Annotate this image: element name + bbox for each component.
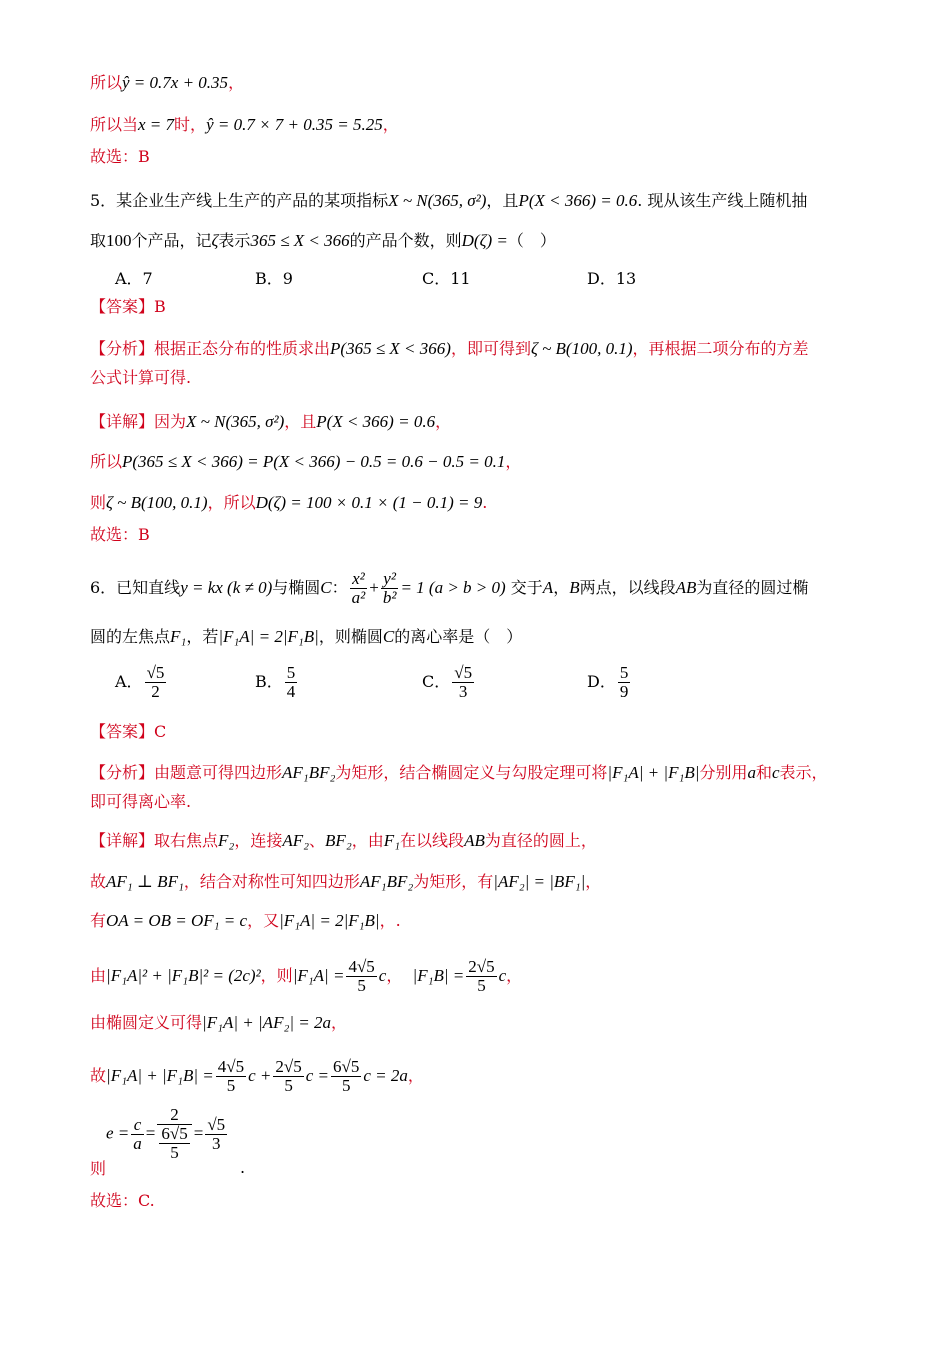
q5-s2m4: D(ζ) = — [461, 231, 508, 250]
q5-s2a: 取 — [90, 231, 107, 250]
q6-d4b: ，则 — [260, 966, 293, 985]
q6-an-m4: c — [771, 763, 780, 782]
q6-d7-eq1: = — [145, 1123, 156, 1143]
q6-d7-eq2: = — [193, 1123, 204, 1143]
q6-answer — [90, 721, 166, 743]
q6-detail-line-6 — [90, 1058, 424, 1095]
q5-d1b: ，且 — [284, 412, 317, 431]
q6-opt-c-den: 3 — [458, 682, 468, 701]
q6-d7a: 则 — [90, 1159, 107, 1178]
q6-d6p2: c = — [305, 1066, 330, 1085]
q6-opt-c-num: √5 — [454, 663, 473, 682]
q6-d4c: ， — [386, 966, 403, 985]
q6-detail-line-5 — [90, 1012, 347, 1034]
q5-s2b: 个产品，记 — [131, 231, 212, 250]
q5-d2c: ， — [505, 452, 522, 471]
q6-d2a: 故 — [90, 872, 107, 891]
q6-d6-f3-num: 6√5 — [333, 1057, 360, 1076]
q6-detail-label: 【详解】 — [90, 831, 155, 850]
q6-d1b: ，连接 — [234, 831, 283, 850]
q4-l2-suffix: ， — [382, 115, 399, 134]
q6-d1d: ，由 — [351, 831, 384, 850]
q6-an-e: 表示， — [779, 763, 828, 782]
q6-s2d: 的离心率是（ ） — [394, 627, 523, 646]
q6-d1m4: F₁ — [383, 831, 401, 850]
q5-d3m2: D(ζ) = 100 × 0.1 × (1 − 0.1) = 9 — [255, 493, 483, 512]
q6-s2b: ，若 — [186, 627, 219, 646]
q6-opt-b-num: 5 — [286, 663, 296, 682]
q6-d7-f1-den: a — [133, 1133, 142, 1153]
q6-d7-frac3 — [205, 1116, 227, 1153]
q6-answer-label: 【答案】 — [90, 722, 155, 741]
ellipse-y-num: y² — [381, 570, 399, 589]
q6-d7-f3-den: 3 — [211, 1133, 221, 1153]
q6-an-d: 和 — [755, 763, 772, 782]
q6-d6b: ， — [407, 1066, 424, 1085]
q6-s1B: B — [569, 578, 580, 597]
q6-an-m3: a — [747, 763, 756, 782]
q6-d6m1: |F₁A| + |F₁B| = — [106, 1066, 214, 1085]
q6-d4-f1-den: 5 — [357, 976, 366, 995]
q6-d7-frac2 — [157, 1106, 191, 1162]
q6-d2m2: AF₁BF₂ — [359, 872, 414, 891]
q6-d6-frac2 — [273, 1058, 303, 1095]
q6-d4-frac2 — [466, 958, 496, 995]
q6-d2m3: |AF₂| = |BF₁| — [493, 872, 586, 891]
q6-d1f: 为直径的圆上， — [484, 831, 597, 850]
q4-line-2 — [90, 114, 399, 136]
q6-d4m4: |F₁B| = — [412, 966, 465, 985]
q6-d7-e: e = — [106, 1123, 130, 1143]
q6-d5a: 由椭圆定义可得 — [90, 1013, 203, 1032]
q6-d7-f1-num: c — [131, 1116, 144, 1135]
q6-opt-b-label: B． — [255, 672, 283, 691]
q5-analysis-line-1 — [90, 338, 809, 360]
q6-d4-f2-num: 2√5 — [468, 957, 495, 976]
q5-answer-label: 【答案】 — [90, 297, 155, 316]
q5-detail-label: 【详解】 — [90, 412, 155, 431]
q6-s2a: 圆的左焦点 — [90, 627, 171, 646]
q5-option-b: B．9 — [255, 269, 293, 288]
q4-l1-math: ŷ = 0.7x + 0.35 — [122, 73, 229, 92]
q5-s1c: . 现从该生产线上随机抽 — [637, 191, 808, 210]
q4-choice: 故选：B — [90, 147, 150, 166]
q5-choice: 故选：B — [90, 525, 150, 544]
q6-option-a — [115, 664, 168, 701]
q6-stem-line-2 — [90, 626, 522, 648]
q6-d7-dot: . — [240, 1158, 246, 1177]
q5-stem-line-2 — [90, 230, 556, 252]
q6-d3m2: |F₁A| = 2|F₁B| — [279, 911, 380, 930]
q6-an-m1: AF₁BF₂ — [282, 763, 336, 782]
q6-opt-d-den: 9 — [619, 682, 629, 701]
q4-l2-mid: 时， — [174, 115, 207, 134]
q6-s1sep: ， — [553, 578, 570, 597]
q6-d6-f2-num: 2√5 — [275, 1057, 302, 1076]
q6-option-d — [587, 664, 632, 701]
q5-d3c: . — [482, 493, 488, 512]
q6-d4m2: |F₁A| = — [292, 966, 345, 985]
q6-d5m: |F₁A| + |AF₂| = 2a — [202, 1013, 332, 1032]
q5-d3b: ，所以 — [207, 493, 256, 512]
q5-an-c: ，再根据二项分布的方差 — [632, 339, 809, 358]
q6-option-c — [422, 664, 476, 701]
q5-stem-line-1 — [90, 190, 807, 212]
q4-l1-suffix: ， — [228, 73, 245, 92]
q6-d1a: 取右焦点 — [154, 831, 219, 850]
ellipse-x-num: x² — [350, 570, 368, 589]
q6-an-b: 为矩形，结合椭圆定义与勾股定理可将 — [335, 763, 608, 782]
q6-d7-frac1 — [131, 1116, 144, 1153]
q5-answer — [90, 296, 166, 318]
q5-an-m1: P(365 ≤ X < 366) — [330, 339, 451, 358]
q6-detail-line-2 — [90, 871, 601, 893]
q6-s1a: 6．已知直线 — [90, 578, 181, 597]
q6-analysis-line-2: 即可得离心率. — [90, 792, 192, 811]
q6-d6-f3-den: 5 — [341, 1076, 351, 1095]
q6-s1b: 与椭圆 — [272, 578, 321, 597]
q6-detail-line-4 — [90, 958, 522, 995]
q6-an-m2: |F₁A| + |F₁B| — [607, 763, 700, 782]
q5-detail-line-3 — [90, 492, 487, 514]
q6-an-c: 分别用 — [699, 763, 748, 782]
q6-s2m: |F₁A| = 2|F₁B| — [218, 627, 319, 646]
q6-d5b: ， — [331, 1013, 348, 1032]
q6-opt-c-frac — [452, 664, 474, 701]
q6-d4m1: |F₁A|² + |F₁B|² = (2c)² — [106, 966, 261, 985]
q4-line-1 — [90, 72, 244, 94]
q6-opt-b-frac — [285, 664, 298, 701]
q4-l1-prefix: 所以 — [90, 73, 123, 92]
q6-s1m2: C — [320, 578, 332, 597]
q5-an-m2: ζ ~ B(100, 0.1) — [530, 339, 633, 358]
q5-d1a: 因为 — [154, 412, 187, 431]
q6-d2c: 为矩形，有 — [413, 872, 494, 891]
q5-option-a: A．7 — [115, 269, 153, 288]
q6-d1m2: AF₂ — [282, 831, 310, 850]
q6-d3c: ，. — [379, 911, 401, 930]
q6-s1colon: ： — [331, 578, 348, 597]
q6-d2d: ， — [585, 872, 602, 891]
q5-option-c: C．11 — [422, 269, 471, 288]
ellipse-x-frac — [350, 570, 368, 607]
q5-d2m: P(365 ≤ X < 366) = P(X < 366) − 0.5 = 0.6 − 0.5 = 0.1 — [122, 452, 506, 471]
q6-d4a: 由 — [90, 966, 107, 985]
q6-d1c: 、 — [309, 831, 326, 850]
q6-s1d: 两点，以线段 — [579, 578, 676, 597]
q6-d1m1: F₂ — [218, 831, 235, 850]
q6-d7-nested-frac — [159, 1125, 189, 1162]
q6-d1m5: AB — [464, 831, 485, 850]
ellipse-x-den: a² — [351, 588, 366, 607]
q6-s2c: ，则椭圆 — [318, 627, 383, 646]
ellipse-y-den: b² — [382, 588, 397, 607]
q5-s2m1: 100 — [106, 231, 132, 250]
q5-d3m1: ζ ~ B(100, 0.1) — [106, 493, 208, 512]
q6-d3a: 有 — [90, 911, 107, 930]
q6-d3m1: OA = OB = OF₁ = c — [106, 911, 248, 930]
q6-d1e: 在以线段 — [400, 831, 465, 850]
q6-d3b: ，又 — [247, 911, 280, 930]
q6-d4-f2-den: 5 — [477, 976, 486, 995]
q6-d7-f3-num: √5 — [207, 1114, 226, 1134]
q6-s1e: 为直径的圆过椭 — [696, 578, 809, 597]
q5-s1b: ，且 — [486, 191, 519, 210]
q6-analysis-label: 【分析】 — [90, 763, 155, 782]
q6-d4-frac1 — [346, 958, 376, 995]
q6-stem-line-1: 6．已知直线y = kx (k ≠ 0)与椭圆C： $\frac{\text{x²}}{\text{a²}}$ + $\frac{\text{y²}}{\text{b²}}$ = 1 (a > b > 0) 交于A，B两点，以线段AB为直径的圆过椭 — [90, 569, 809, 607]
q6-d2b: ，结合对称性可知四边形 — [183, 872, 360, 891]
q4-l2-prefix: 所以当 — [90, 115, 139, 134]
q6-detail-line-1 — [90, 830, 597, 852]
q4-l2-math1: x = 7 — [138, 115, 175, 134]
q6-s1A: A — [542, 578, 554, 597]
q6-an-a: 由题意可得四边形 — [154, 763, 283, 782]
q6-opt-a-label: A． — [115, 672, 143, 691]
q5-d1m1: X ~ N(365, σ²) — [186, 412, 285, 431]
q5-d3a: 则 — [90, 493, 107, 512]
q5-an-b: ，即可得到 — [450, 339, 531, 358]
q5-s1m2: P(X < 366) = 0.6 — [518, 191, 638, 210]
q6-s1AB: AB — [675, 578, 697, 597]
q6-d6-frac1 — [216, 1058, 246, 1095]
q6-opt-d-frac — [618, 664, 631, 701]
q6-d6p3: c = 2a — [363, 1066, 408, 1085]
q6-d2m1: AF₁ ⊥ BF₁ — [106, 872, 184, 891]
q5-d1m2: P(X < 366) = 0.6 — [316, 412, 436, 431]
q5-s2m3: 365 ≤ X < 366 — [250, 231, 350, 250]
q4-l2-math2: ŷ = 0.7 × 7 + 0.35 = 5.25 — [206, 115, 383, 134]
q5-s2c: 表示 — [218, 231, 251, 250]
q5-s2m2: ζ — [211, 231, 219, 250]
q5-detail-line-1 — [90, 411, 451, 433]
q6-d6-f1-num: 4√5 — [217, 1057, 245, 1076]
q6-opt-c-label: C． — [422, 672, 451, 691]
q5-d2a: 所以 — [90, 452, 123, 471]
q5-detail-line-2 — [90, 451, 521, 473]
q6-d6-f1-den: 5 — [226, 1076, 236, 1095]
q6-opt-b-den: 4 — [286, 682, 296, 701]
q5-s2e: （ ） — [507, 231, 556, 250]
ellipse-y-frac — [381, 570, 399, 607]
q5-an-a: 根据正态分布的性质求出 — [154, 339, 331, 358]
q6-answer-value: C — [154, 722, 167, 741]
q6-detail-line-7 — [90, 1158, 106, 1180]
q6-opt-d-num: 5 — [619, 663, 629, 682]
q6-d6a: 故 — [90, 1066, 107, 1085]
q5-d1c: ， — [435, 412, 452, 431]
q6-d6-f2-den: 5 — [284, 1076, 293, 1095]
q6-d7-f2-den-num: 6√5 — [161, 1124, 188, 1143]
q6-opt-a-den: 2 — [151, 682, 160, 701]
q6-eccentricity-formula — [106, 1106, 229, 1162]
q6-d7-f2-den — [157, 1125, 191, 1162]
q6-option-b — [255, 664, 299, 701]
q6-d4m5: c — [498, 966, 507, 985]
q6-analysis-line-1 — [90, 762, 828, 784]
q5-s1a: 5．某企业生产线上生产的产品的某项指标 — [90, 191, 389, 210]
q6-s2F1: F₁ — [170, 627, 187, 646]
q6-detail-line-3 — [90, 910, 401, 932]
q6-s1m1: y = kx (k ≠ 0) — [180, 578, 273, 597]
q5-analysis-line-2: 公式计算可得. — [90, 368, 192, 387]
q5-analysis-label: 【分析】 — [90, 339, 155, 358]
q5-option-d: D．13 — [587, 269, 637, 288]
q6-d7-f2-num: 2 — [157, 1106, 191, 1125]
q6-d6p1: c + — [248, 1066, 272, 1085]
q6-opt-d-label: D． — [587, 672, 616, 691]
q6-s2C: C — [382, 627, 395, 646]
q6-d7-f2-den-den: 5 — [170, 1143, 179, 1162]
q6-d4m3: c — [378, 966, 387, 985]
ellipse-rest: = 1 (a > b > 0) — [400, 578, 506, 597]
q6-opt-a-num: √5 — [146, 663, 165, 682]
q6-d4d: ， — [506, 966, 523, 985]
q5-s1m1: X ~ N(365, σ²) — [388, 191, 487, 210]
q6-d1m3: BF₂ — [325, 831, 352, 850]
q5-answer-value: B — [154, 297, 166, 316]
q6-d6-frac3 — [331, 1058, 361, 1095]
q5-s2d: 的产品个数，则 — [349, 231, 462, 250]
q6-s1c: 交于 — [510, 578, 543, 597]
q6-d4-f1-num: 4√5 — [348, 957, 375, 976]
q6-opt-a-frac — [145, 664, 167, 701]
q6-choice: 故选：C. — [90, 1191, 155, 1210]
